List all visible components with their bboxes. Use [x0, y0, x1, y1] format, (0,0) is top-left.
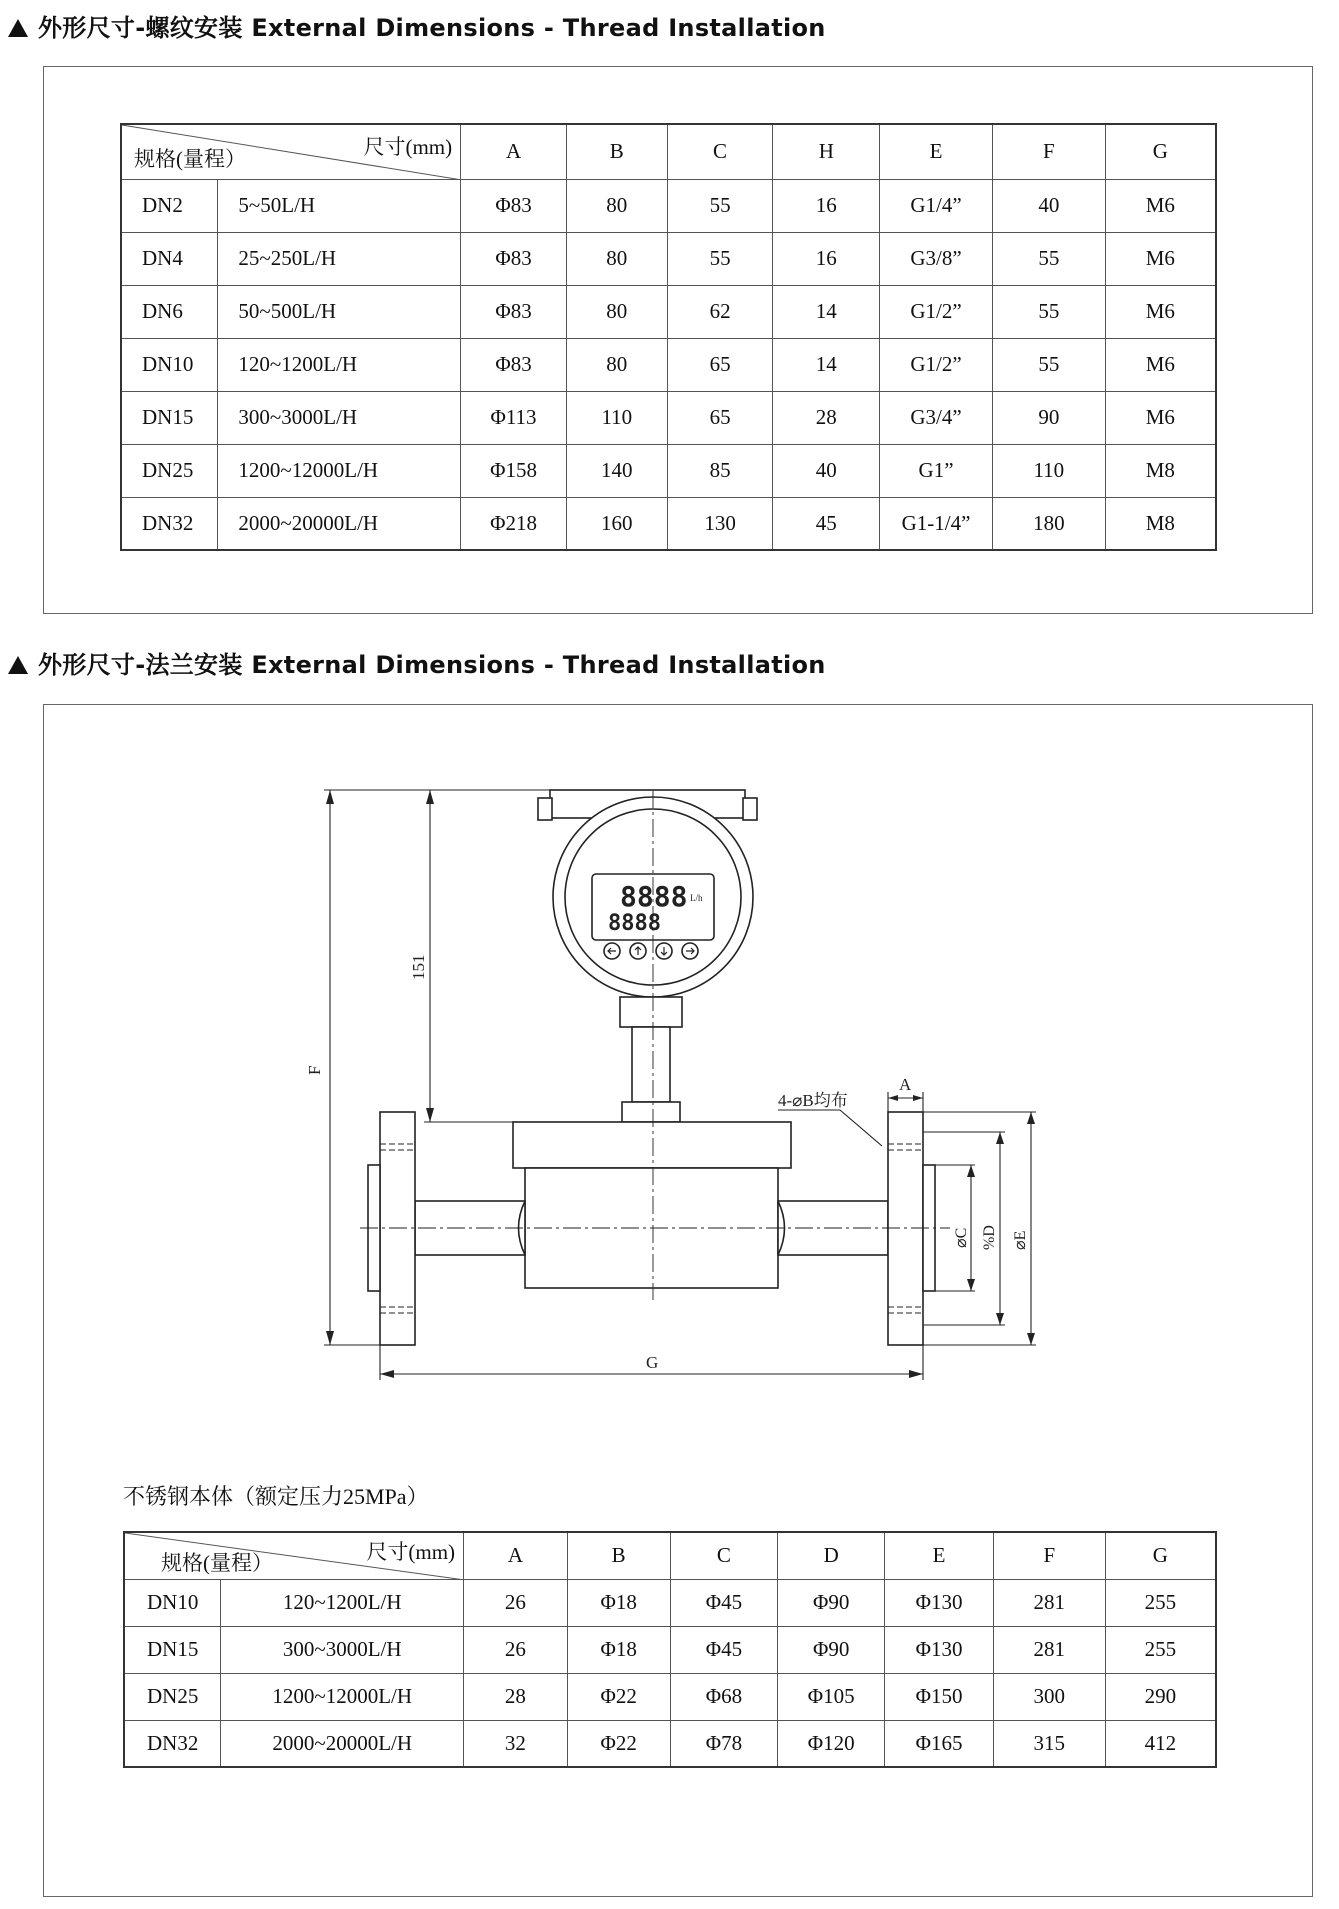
- value-cell: 16: [773, 179, 880, 232]
- section-heading-flange-text: 外形尺寸-法兰安装 External Dimensions - Thread Installation: [38, 651, 826, 679]
- table-row: [121, 497, 1216, 550]
- value-cell: 55: [992, 232, 1105, 285]
- dn-cell: DN6: [121, 285, 218, 338]
- dn-cell: DN15: [121, 391, 218, 444]
- column-header: A: [464, 1532, 568, 1579]
- range-cell: 300~3000L/H: [218, 391, 461, 444]
- value-cell: 412: [1105, 1720, 1216, 1767]
- lcd-bottom-digits: 8888: [608, 911, 661, 936]
- neck-nut-upper: [620, 997, 682, 1027]
- dn-cell: DN25: [121, 444, 218, 497]
- left-flange: [380, 1112, 415, 1345]
- value-cell: 315: [993, 1720, 1105, 1767]
- column-header: B: [566, 124, 667, 179]
- hole-note: 4-⌀B均布: [778, 1091, 848, 1110]
- value-cell: M6: [1105, 285, 1216, 338]
- thread-dimensions-table: [120, 123, 1217, 551]
- value-cell: M6: [1105, 232, 1216, 285]
- value-cell: G1/2”: [880, 285, 993, 338]
- dimension-label-151: 151: [409, 954, 428, 980]
- value-cell: 130: [667, 497, 773, 550]
- value-cell: 65: [667, 338, 773, 391]
- value-cell: Φ22: [567, 1720, 670, 1767]
- flange-table-header-row: [124, 1532, 1216, 1579]
- value-cell: 62: [667, 285, 773, 338]
- value-cell: 26: [464, 1579, 568, 1626]
- value-cell: Φ83: [461, 285, 567, 338]
- value-cell: 55: [667, 179, 773, 232]
- value-cell: Φ218: [461, 497, 567, 550]
- dn-cell: DN10: [121, 338, 218, 391]
- triangle-bullet-icon: [8, 19, 28, 37]
- dn-cell: DN10: [124, 1579, 221, 1626]
- value-cell: M8: [1105, 444, 1216, 497]
- table-row: [121, 285, 1216, 338]
- range-cell: 120~1200L/H: [221, 1579, 464, 1626]
- value-cell: G1-1/4”: [880, 497, 993, 550]
- value-cell: 281: [993, 1579, 1105, 1626]
- value-cell: G1/4”: [880, 179, 993, 232]
- value-cell: 40: [773, 444, 880, 497]
- value-cell: 55: [667, 232, 773, 285]
- value-cell: G3/4”: [880, 391, 993, 444]
- dimension-label-c: ⌀C: [953, 1227, 970, 1248]
- table-row: [121, 232, 1216, 285]
- value-cell: 45: [773, 497, 880, 550]
- value-cell: 160: [566, 497, 667, 550]
- lcd-top-digits: 8888: [620, 880, 688, 913]
- value-cell: Φ83: [461, 338, 567, 391]
- header-spec-label: 规格(量程）: [134, 146, 246, 171]
- dn-cell: DN4: [121, 232, 218, 285]
- value-cell: 180: [992, 497, 1105, 550]
- range-cell: 5~50L/H: [218, 179, 461, 232]
- table-row: [121, 391, 1216, 444]
- range-cell: 2000~20000L/H: [221, 1720, 464, 1767]
- column-header: C: [667, 124, 773, 179]
- value-cell: Φ78: [670, 1720, 778, 1767]
- value-cell: 80: [566, 338, 667, 391]
- column-header: D: [778, 1532, 885, 1579]
- header-dimension-label: 尺寸(mm): [363, 135, 453, 159]
- value-cell: 140: [566, 444, 667, 497]
- value-cell: Φ130: [885, 1579, 994, 1626]
- cable-gland-right: [743, 798, 757, 820]
- right-flange: [888, 1112, 923, 1345]
- table-row: [124, 1579, 1216, 1626]
- value-cell: 28: [464, 1673, 568, 1720]
- value-cell: M8: [1105, 497, 1216, 550]
- value-cell: 14: [773, 338, 880, 391]
- value-cell: 290: [1105, 1673, 1216, 1720]
- value-cell: 65: [667, 391, 773, 444]
- value-cell: Φ18: [567, 1626, 670, 1673]
- dimension-label-g: G: [646, 1353, 659, 1372]
- value-cell: M6: [1105, 179, 1216, 232]
- cable-gland-left: [538, 798, 552, 820]
- range-cell: 25~250L/H: [218, 232, 461, 285]
- value-cell: 28: [773, 391, 880, 444]
- column-header: G: [1105, 1532, 1216, 1579]
- value-cell: Φ83: [461, 232, 567, 285]
- value-cell: 40: [992, 179, 1105, 232]
- flange-dimensions-table: [123, 1531, 1217, 1768]
- value-cell: Φ90: [778, 1626, 885, 1673]
- column-header: E: [885, 1532, 994, 1579]
- neck-nut-lower: [622, 1102, 680, 1122]
- body-top-block: [513, 1122, 791, 1168]
- value-cell: 80: [566, 285, 667, 338]
- value-cell: G3/8”: [880, 232, 993, 285]
- value-cell: 300: [993, 1673, 1105, 1720]
- value-cell: 255: [1105, 1579, 1216, 1626]
- range-cell: 1200~12000L/H: [221, 1673, 464, 1720]
- thread-table-corner-cell: [121, 124, 461, 179]
- flowmeter-flange-drawing: [300, 780, 1060, 1460]
- value-cell: Φ120: [778, 1720, 885, 1767]
- column-header: H: [773, 124, 880, 179]
- value-cell: Φ22: [567, 1673, 670, 1720]
- value-cell: Φ45: [670, 1626, 778, 1673]
- value-cell: 32: [464, 1720, 568, 1767]
- thread-table-header-row: [121, 124, 1216, 179]
- section-heading-thread-text: 外形尺寸-螺纹安装 External Dimensions - Thread Installation: [38, 14, 826, 42]
- column-header: C: [670, 1532, 778, 1579]
- value-cell: M6: [1105, 391, 1216, 444]
- range-cell: 2000~20000L/H: [218, 497, 461, 550]
- flange-table-corner-cell: [124, 1532, 464, 1579]
- range-cell: 1200~12000L/H: [218, 444, 461, 497]
- value-cell: G1”: [880, 444, 993, 497]
- value-cell: G1/2”: [880, 338, 993, 391]
- value-cell: 110: [992, 444, 1105, 497]
- column-header: B: [567, 1532, 670, 1579]
- dn-cell: DN25: [124, 1673, 221, 1720]
- value-cell: 90: [992, 391, 1105, 444]
- range-cell: 120~1200L/H: [218, 338, 461, 391]
- flange-caption: 不锈钢本体（额定压力25MPa）: [123, 1484, 429, 1509]
- value-cell: Φ105: [778, 1673, 885, 1720]
- neck-stem: [632, 1027, 670, 1102]
- header-spec-label: 规格(量程）: [161, 1550, 273, 1575]
- column-header: E: [880, 124, 993, 179]
- table-row: [121, 179, 1216, 232]
- value-cell: Φ18: [567, 1579, 670, 1626]
- column-header: G: [1105, 124, 1216, 179]
- header-dimension-label: 尺寸(mm): [366, 1540, 456, 1564]
- value-cell: Φ90: [778, 1579, 885, 1626]
- value-cell: Φ165: [885, 1720, 994, 1767]
- dn-cell: DN32: [124, 1720, 221, 1767]
- value-cell: 110: [566, 391, 667, 444]
- value-cell: 80: [566, 179, 667, 232]
- table-row: [121, 338, 1216, 391]
- value-cell: Φ150: [885, 1673, 994, 1720]
- value-cell: Φ45: [670, 1579, 778, 1626]
- column-header: F: [993, 1532, 1105, 1579]
- triangle-bullet-icon: [8, 656, 28, 674]
- value-cell: Φ158: [461, 444, 567, 497]
- range-cell: 50~500L/H: [218, 285, 461, 338]
- dimension-label-a: A: [899, 1075, 912, 1094]
- value-cell: 255: [1105, 1626, 1216, 1673]
- dimension-label-d: %D: [981, 1225, 998, 1250]
- value-cell: 16: [773, 232, 880, 285]
- value-cell: M6: [1105, 338, 1216, 391]
- table-row: [124, 1626, 1216, 1673]
- dimension-label-f: F: [305, 1065, 324, 1075]
- value-cell: 85: [667, 444, 773, 497]
- value-cell: 80: [566, 232, 667, 285]
- dimension-label-e: ⌀E: [1012, 1230, 1029, 1250]
- dn-cell: DN32: [121, 497, 218, 550]
- value-cell: Φ83: [461, 179, 567, 232]
- table-row: [124, 1720, 1216, 1767]
- value-cell: 281: [993, 1626, 1105, 1673]
- value-cell: 14: [773, 285, 880, 338]
- value-cell: 26: [464, 1626, 568, 1673]
- table-row: [121, 444, 1216, 497]
- dn-cell: DN15: [124, 1626, 221, 1673]
- range-cell: 300~3000L/H: [221, 1626, 464, 1673]
- value-cell: 55: [992, 285, 1105, 338]
- lcd-unit-label: L/h: [690, 893, 703, 903]
- value-cell: 55: [992, 338, 1105, 391]
- column-header: F: [992, 124, 1105, 179]
- value-cell: Φ130: [885, 1626, 994, 1673]
- table-row: [124, 1673, 1216, 1720]
- section-heading-flange: [8, 645, 826, 680]
- value-cell: Φ68: [670, 1673, 778, 1720]
- dn-cell: DN2: [121, 179, 218, 232]
- value-cell: Φ113: [461, 391, 567, 444]
- section-heading-thread: [8, 8, 826, 43]
- column-header: A: [461, 124, 567, 179]
